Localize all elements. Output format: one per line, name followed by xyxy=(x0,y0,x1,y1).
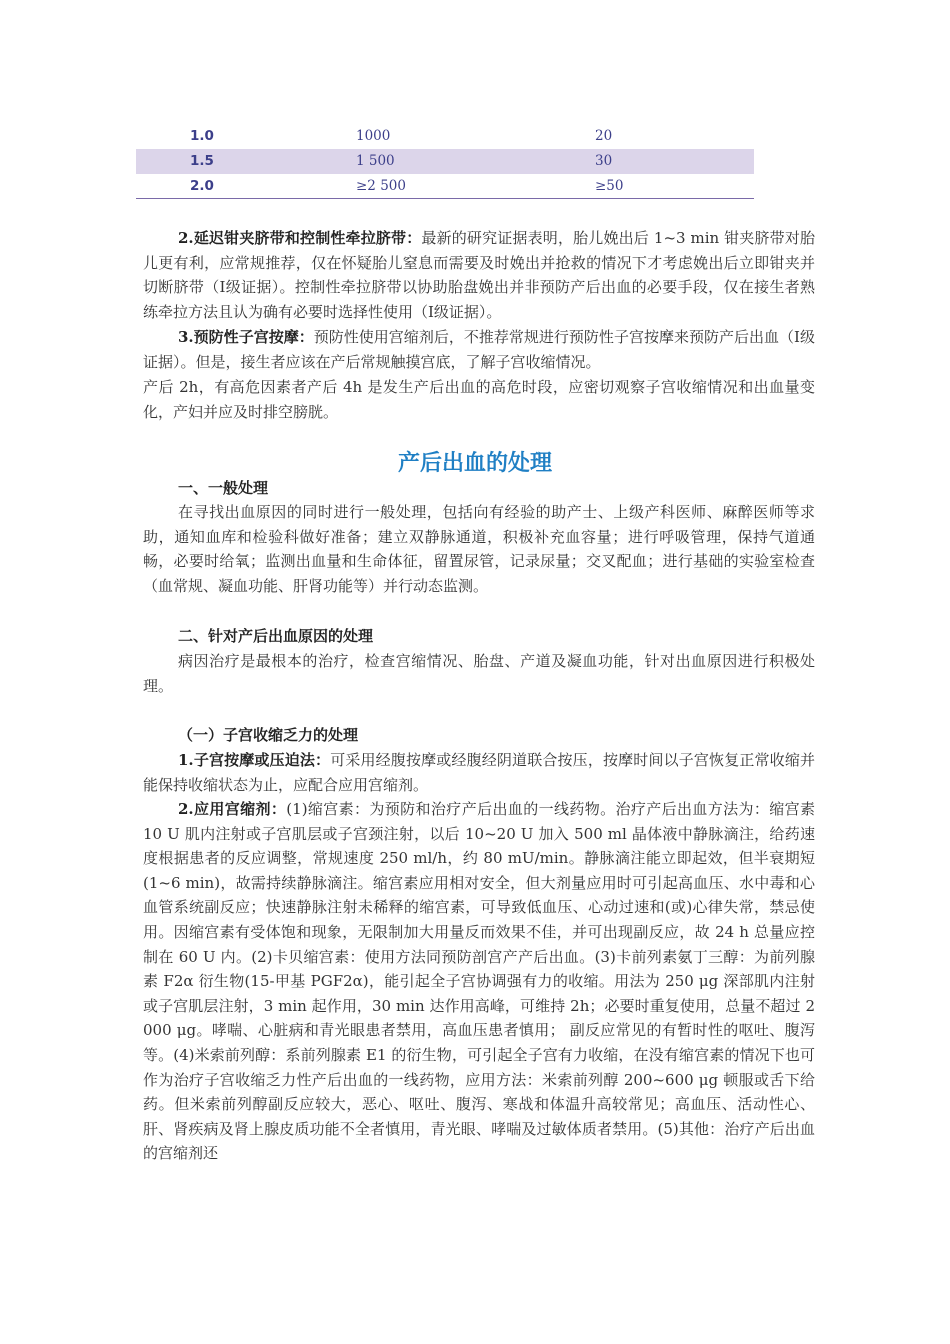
table-row xyxy=(136,149,754,174)
paragraph-uterotonics xyxy=(143,797,815,1166)
heading-cause: 二、针对产后出血原因的处理 xyxy=(178,627,374,645)
table-cell: ≥50 xyxy=(595,178,624,194)
paragraph-lead: 3.预防性子宫按摩： xyxy=(178,328,314,346)
paragraph-text: (1)缩宫素：为预防和治疗产后出血的一线药物。治疗产后出血方法为：缩宫素 10 U 肌内注射或子宫肌层或子宫颈注射，以后 10~20 U 加入 500 ml 晶体液中静脉滴注，给药速度根据患者的反应调整，常规速度 250 ml/h，约 80 mU/min。静脉滴注能立即起效，但半衰期短(1~6 min)，故需持续静脉滴注。缩宫素应用相对安全，但大剂量应用时可引起高血压、水中毒和心血管系统副反应；快速静脉注射未稀释的缩宫素，可导致低血压、心动过速和(或)心律失常，禁忌使用。因缩宫素有受体饱和现象，无限制加大用量反而效果不佳，并可出现副反应，故 24 h 总量应控制在 60 U 内。(2)卡贝缩宫素：使用方法同预防剖宫产产后出血。(3)卡前列素氨丁三醇：为前列腺素 F2α 衍生物(15-甲基 PGF2α)，能引起全子宫协调强有力的收缩。用法为 250 μg 深部肌内注射或子宫肌层注射，3 min 起作用，30 min 达作用高峰，可维持 2h；必要时重复使用，总量不超过 2 000 μg。哮喘、心脏病和青光眼患者禁用，高血压患者慎用； 副反应常见的有暂时性的呕吐、腹泻等。(4)米索前列醇：系前列腺素 E1 的衍生物，可引起全子宫有力收缩，在没有缩宫素的情况下也可作为治疗子宫收缩乏力性产后出血的一线药物，应用方法：米索前列醇 200~600 μg 顿服或舌下给药。但米索前列醇副反应较大，恶心、呕吐、腹泻、寒战和体温升高较常见；高血压、活动性心、肝、肾疾病及肾上腺皮质功能不全者慎用，青光眼、哮喘及过敏体质者禁用。(5)其他：治疗产后出血的宫缩剂还 xyxy=(143,800,815,1163)
table-cell: 20 xyxy=(595,128,613,144)
table-cell: ≥2 500 xyxy=(356,178,406,194)
paragraph-massage-compression xyxy=(143,748,815,797)
paragraph-lead: 2.应用宫缩剂： xyxy=(178,800,287,818)
heading-general: 一、一般处理 xyxy=(178,479,269,497)
table-row xyxy=(136,174,754,199)
table-cell: 2.0 xyxy=(190,178,214,194)
paragraph-cause: 病因治疗是最根本的治疗，检查宫缩情况、胎盘、产道及凝血功能，针对出血原因进行积极处理。 xyxy=(143,652,815,695)
heading-atony: （一）子宫收缩乏力的处理 xyxy=(178,726,359,744)
paragraph-general: 在寻找出血原因的同时进行一般处理，包括向有经验的助产士、上级产科医师、麻醉医师等求助，通知血库和检验科做好准备；建立双静脉通道，积极补充血容量；进行呼吸管理，保持气道通畅，必要时给氧；监测出血量和生命体征，留置尿管，记录尿量；交叉配血；进行基础的实验室检查（血常规、凝血功能、肝肾功能等）并行动态监测。 xyxy=(143,503,815,595)
dose-table xyxy=(136,124,754,199)
paragraph-postpartum-monitoring: 产后 2h，有高危因素者产后 4h 是发生产后出血的高危时段，应密切观察子宫收缩情况和出血量变化，产妇并应及时排空膀胱。 xyxy=(143,378,815,421)
paragraph-uterine-massage xyxy=(143,325,815,374)
table-cell: 1.0 xyxy=(190,128,214,144)
paragraph-text: 可采用经腹按摩或经腹经阴道联合按压，按摩时间以子宫恢复正常收缩并能保持收缩状态为止，应配合应用宫缩剂。 xyxy=(143,751,815,794)
paragraph-text: 预防性使用宫缩剂后，不推荐常规进行预防性子宫按摩来预防产后出血（Ⅰ级证据）。但是，接生者应该在产后常规触摸宫底，了解子宫收缩情况。 xyxy=(143,328,815,371)
paragraph-cord-clamping xyxy=(143,226,815,324)
paragraph-lead: 1.子宫按摩或压迫法： xyxy=(178,751,331,769)
table-cell: 30 xyxy=(595,153,613,169)
paragraph-lead: 2.延迟钳夹脐带和控制性牵拉脐带： xyxy=(178,229,422,247)
table-row xyxy=(136,124,754,149)
page-title: 产后出血的处理 xyxy=(397,451,552,476)
table-cell: 1 500 xyxy=(356,153,395,169)
table-bottom-rule xyxy=(136,198,754,199)
table-cell: 1000 xyxy=(356,128,391,144)
table-cell: 1.5 xyxy=(190,153,214,169)
paragraph-text: 最新的研究证据表明，胎儿娩出后 1~3 min 钳夹脐带对胎儿更有利，应常规推荐，仅在怀疑胎儿窒息而需要及时娩出并抢救的情况下才考虑娩出后立即钳夹并切断脐带（Ⅰ级证据）。控制性牵拉脐带以协助胎盘娩出并非预防产后出血的必要手段，仅在接生者熟练牵拉方法且认为确有必要时选择性使用（Ⅰ级证据）。 xyxy=(143,229,815,321)
